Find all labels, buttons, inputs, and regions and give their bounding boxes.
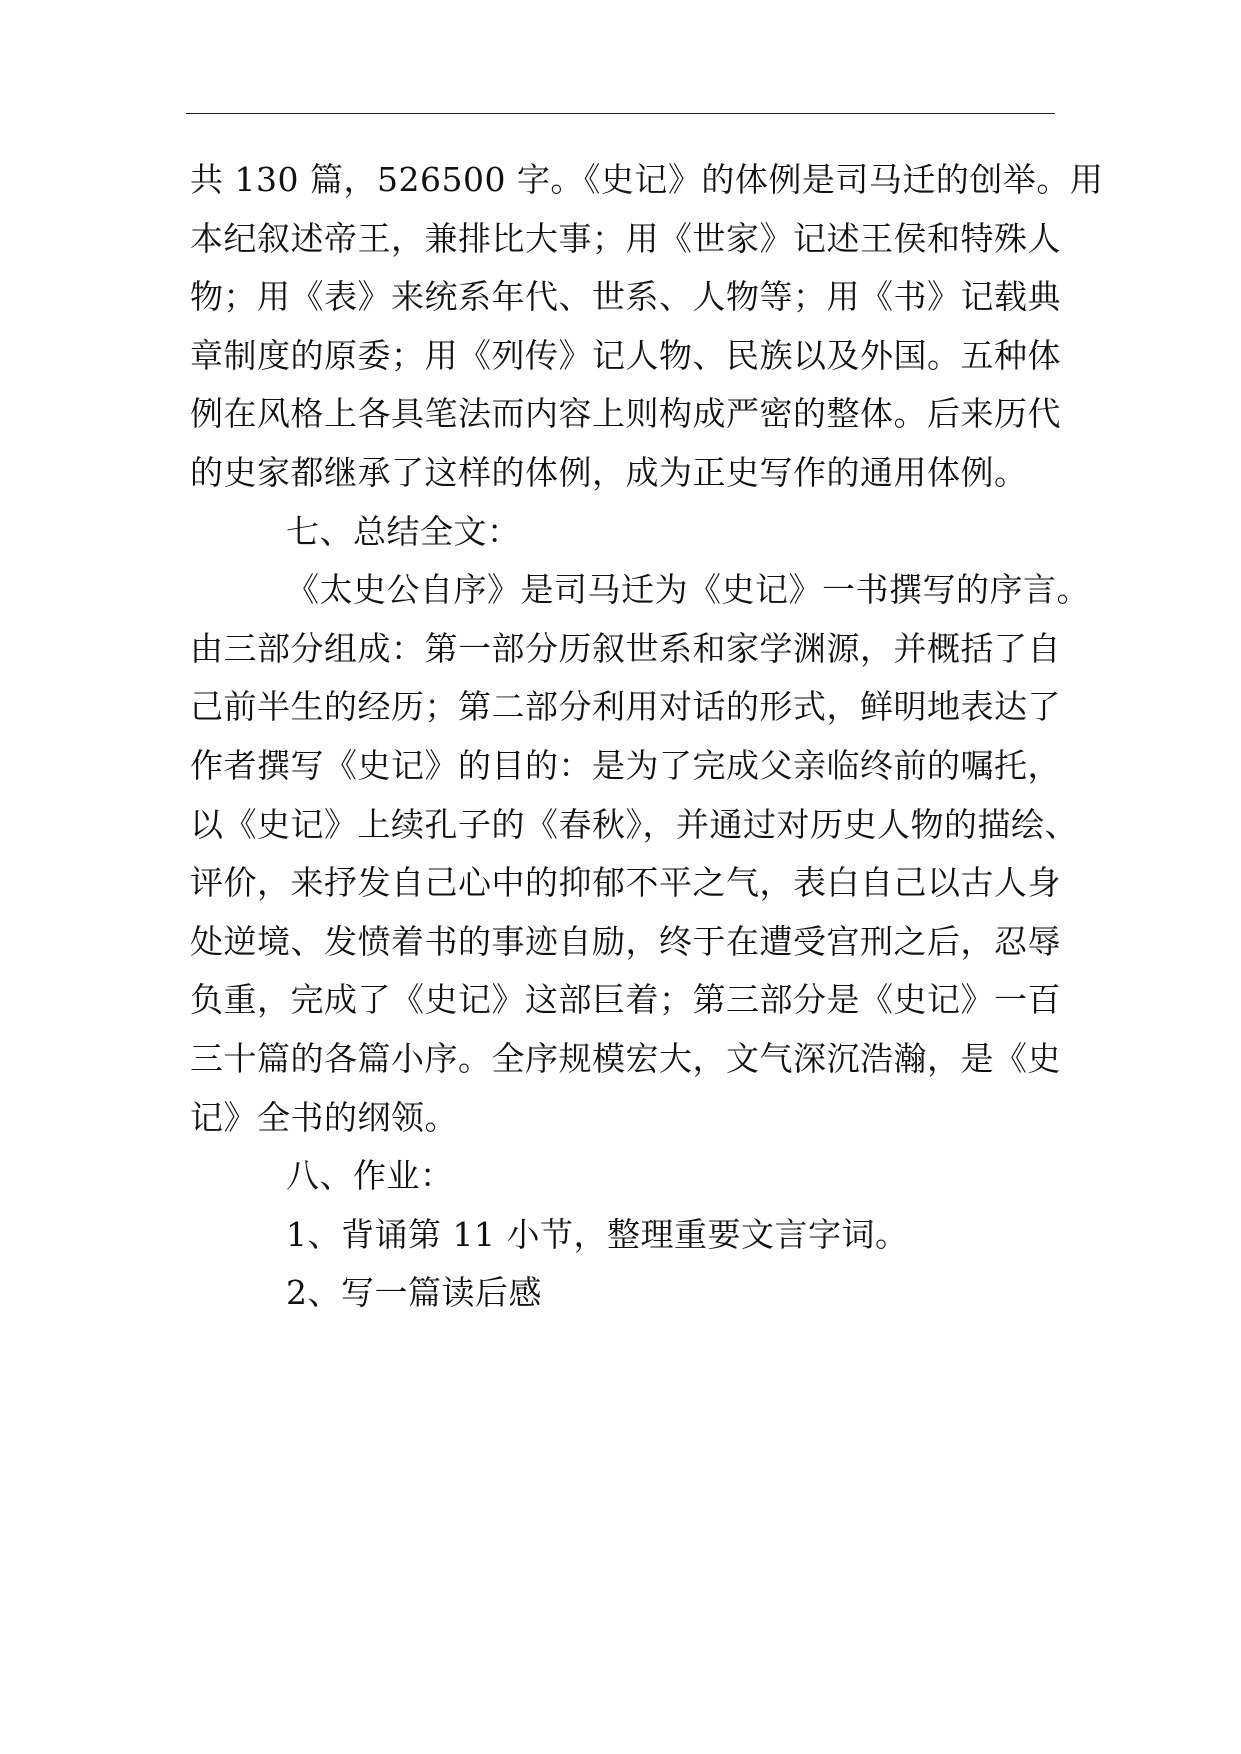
paragraph-line: 己前半生的经历；第二部分利用对话的形式，鲜明地表达了: [190, 687, 1061, 727]
paragraph-line: 负重，完成了《史记》这部巨着；第三部分是《史记》一百: [190, 980, 1061, 1020]
paragraph-line: 作者撰写《史记》的目的：是为了完成父亲临终前的嘱托，: [190, 745, 1061, 785]
document-body: [190, 151, 1104, 1323]
paragraph-line: 章制度的原委；用《列传》记人物、民族以及外国。五种体: [190, 335, 1061, 375]
paragraph-line: 评价，来抒发自己心中的抑郁不平之气，表白自己以古人身: [190, 863, 1061, 903]
paragraph-line: 记》全书的纲领。: [190, 1097, 458, 1137]
paragraph-line: 由三部分组成：第一部分历叙世系和家学渊源，并概括了自: [190, 628, 1061, 668]
paragraph-line: 处逆境、发愤着书的事迹自励，终于在遭受宫刑之后，忍辱: [190, 921, 1061, 961]
paragraph-line: 《太史公自序》是司马迁为《史记》一书撰写的序言。: [286, 570, 1090, 610]
paragraph-line: 物；用《表》来统系年代、世系、人物等；用《书》记载典: [190, 277, 1061, 317]
paragraph-line: 的史家都继承了这样的体例，成为正史写作的通用体例。: [190, 452, 1028, 492]
section-heading-summary: 七、总结全文：: [286, 511, 521, 551]
section-heading-homework: 八、作业：: [286, 1156, 454, 1196]
header-rule: [186, 113, 1055, 114]
paragraph-line: 以《史记》上续孔子的《春秋》，并通过对历史人物的描绘、: [190, 804, 1078, 844]
paragraph-line: 三十篇的各篇小序。全序规模宏大，文气深沉浩瀚，是《史: [190, 1038, 1061, 1078]
paragraph-line: 例在风格上各具笔法而内容上则构成严密的整体。后来历代: [190, 394, 1061, 434]
paragraph-line: 本纪叙述帝王，兼排比大事；用《世家》记述王侯和特殊人: [190, 218, 1061, 258]
homework-item: 1、背诵第 11 小节，整理重要文言字词。: [286, 1214, 909, 1254]
paragraph-line: 共 130 篇，526500 字。《史记》的体例是司马迁的创举。用: [190, 160, 1104, 199]
homework-item: 2、写一篇读后感: [286, 1273, 542, 1313]
